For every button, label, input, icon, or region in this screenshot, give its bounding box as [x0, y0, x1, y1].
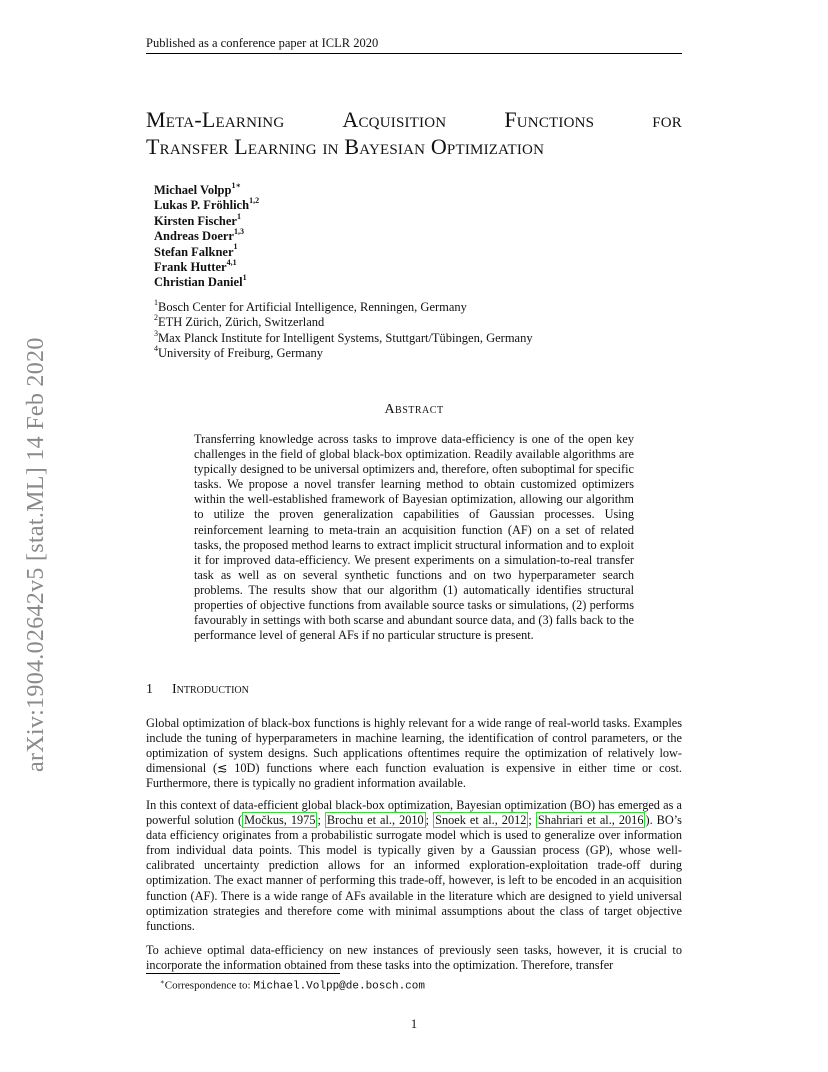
title-line-2: Transfer Learning in Bayesian Optimization [146, 134, 545, 159]
affiliation: $^1$Bosch Center for Artificial Intelligence, Renningen, Germany [154, 297, 467, 314]
title-word: Functions [504, 107, 595, 132]
section-title: Introduction [172, 682, 249, 697]
footnote: ∗Correspondence to: Michael.Volpp@de.bosch.com [160, 978, 425, 993]
section-number: 1 [146, 682, 153, 697]
affiliation-list [154, 297, 533, 362]
running-header: Published as a conference paper at ICLR 2020 [146, 36, 379, 50]
affiliation: $^4$University of Freiburg, Germany [154, 344, 324, 361]
citation-link[interactable]: Shahriari et al., 2016 [537, 813, 644, 828]
title-word: for [652, 107, 682, 132]
title-line-1 [146, 106, 682, 133]
affiliation: $^2$ETH Zürich, Zürich, Switzerland [154, 313, 325, 330]
section-heading [146, 682, 249, 698]
author: Michael Volpp$^{1∗}$ [154, 180, 241, 197]
author-list [154, 180, 260, 291]
affiliation: $^3$Max Planck Institute for Intelligent Systems, Stuttgart/Tübingen, Germany [154, 328, 533, 345]
intro-paragraph-1: Global optimization of black-box functions is highly relevant for a wide range of real-world tasks. Examples include the tuning of hyperparameters in machine learning, the identification of control parameters, or the optimization of system designs. Such applications oftentimes require the optimization of relatively low-dimensional (≲ 10D) functions where each function evaluation is expensive in either time or cost. Furthermore, there is typically no gradient information available. [146, 716, 682, 791]
email-link[interactable]: Michael.Volpp@de.bosch.com [253, 980, 425, 993]
title-word: Meta-Learning [146, 107, 285, 132]
author: Lukas P. Fröhlich$^{1,2}$ [154, 196, 260, 213]
citation-link[interactable]: Snoek et al., 2012 [435, 813, 527, 828]
abstract-heading: Abstract [384, 402, 444, 417]
arxiv-sidebar-stamp: arXiv:1904.02642v5 [stat.ML] 14 Feb 2020 [23, 337, 49, 772]
author: Christian Daniel$^1$ [154, 273, 247, 290]
intro-paragraph-2: In this context of data-efficient global black-box optimization, Bayesian optimization (BO) has emerged as a powerful solution ( Močkus, 1975 ; Brochu et al., 2010 ; Snoek et al., 2012 ; Shahriari et al., 2016 ). BO’s data efficiency originates from a probabilistic surrogate model which is used to generalize over information from individual data points. This model is typically given by a Gaussian process (GP), whose well-calibrated uncertainty prediction allows for an informed exploration-exploitation trade-off during optimization. The exact manner of performing this trade-off, however, is left to be encoded in an acquisition function (AF). There is a wide range of AFs available in the literature which are designed to yield universal optimization strategies and therefore come with minimal assumptions about the class of target objective functions. [146, 798, 682, 933]
citation-link[interactable]: Brochu et al., 2010 [326, 813, 424, 828]
author: Andreas Doerr$^{1,3}$ [154, 227, 244, 244]
author: Frank Hutter$^{4,1}$ [154, 257, 237, 275]
paper-title [146, 106, 682, 160]
citation-link[interactable]: Močkus, 1975 [244, 813, 316, 828]
author: Kirsten Fischer$^1$ [154, 211, 241, 228]
footnote-rule [146, 973, 340, 974]
header-rule [146, 53, 682, 54]
title-word: Acquisition [342, 107, 447, 132]
intro-paragraph-3: To achieve optimal data-efficiency on new instances of previously seen tasks, however, it is crucial to incorporate the information obtained from these tasks into the optimization. Therefore, transfer [146, 943, 682, 973]
page-number: 1 [410, 1017, 418, 1031]
abstract-text: Transferring knowledge across tasks to improve data-efficiency is one of the open key challenges in the field of global black-box optimization. Readily available algorithms are typically designed to be universal optimizers and, therefore, often suboptimal for specific tasks. We propose a novel transfer learning method to obtain customized optimizers within the well-established framework of Bayesian optimization, allowing our algorithm to utilize the proven generalization capabilities of Gaussian processes. Using reinforcement learning to meta-train an acquisition function (AF) on a set of related tasks, the proposed method learns to extract implicit structural information and to exploit it for improved data-efficiency. We present experiments on a simulation-to-real transfer task as well as on several synthetic functions and on two hyperparameter search problems. The results show that our algorithm (1) automatically identifies structural properties of objective functions from available source tasks or simulations, (2) performs favourably in settings with both scarse and abundant source data, and (3) falls back to the performance level of general AFs if no particular structure is present. [194, 432, 634, 643]
author: Stefan Falkner$^1$ [154, 242, 238, 259]
